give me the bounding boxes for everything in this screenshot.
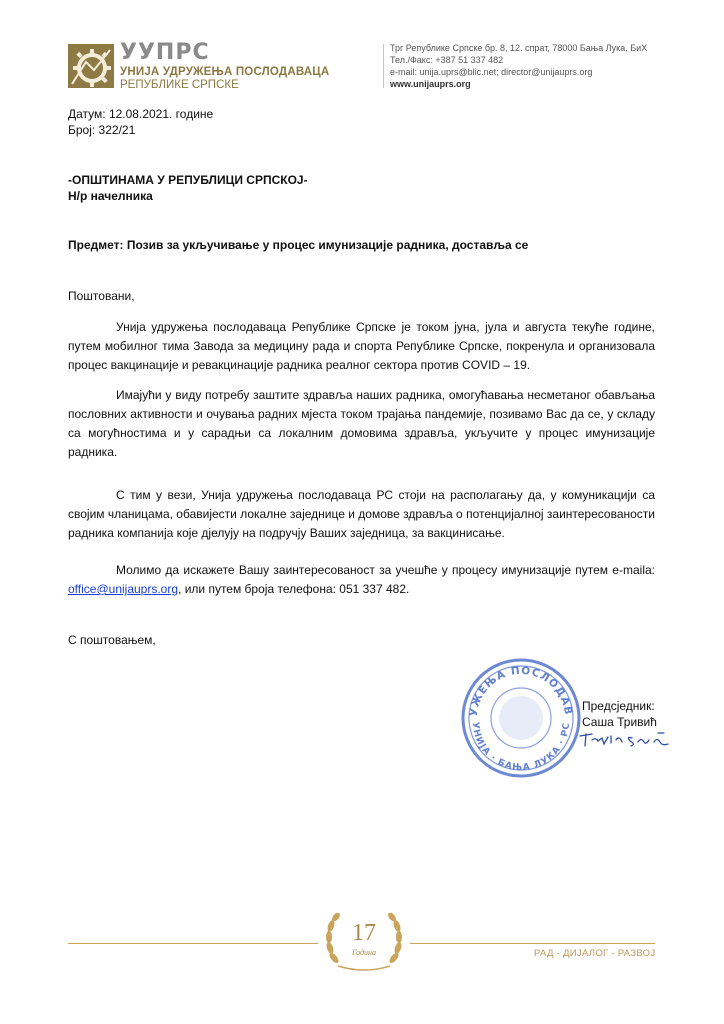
header-address: Трг Републике Српске бр. 8, 12. спрат, 78000 Бања Лука, БиХ [390,43,648,53]
document-date: Датум: 12.08.2021. године [68,107,214,121]
footer-line-left [68,943,318,944]
greeting: Поштовани, [68,289,135,303]
org-name-line2: РЕПУБЛИКЕ СРПСКЕ [120,79,239,91]
header-divider [383,44,384,88]
contact-paragraph [68,561,655,599]
footer-slogan: РАД - ДИЈАЛОГ - РАЗВОЈ [534,948,656,959]
body-paragraph-1: Унија удружења послодаваца Републике Српске је током јуна, јула и августа текуће године, путем мобилног тима Завода за медицину рада и спорта Републике Српске, покренула и организовала процес вакцинације и ревакцинације радника реалног сектора против COVID – 19. [68,320,655,372]
stamp-top-text: УЖЕЊА ПОСЛОДАВ [467,664,575,718]
anniversary-laurel-emblem [322,910,406,974]
subject-line: Предмет: Позив за укључивање у процес имунизације радника, доставља се [68,238,529,252]
header-phone: Тел./Факс: +387 51 337 482 [390,55,504,65]
recipient-line2: Н/р начелника [68,189,153,203]
signer-name: Саша Тривић [582,715,657,729]
footer-line-right [410,943,655,944]
header-website[interactable]: www.unijauprs.org [390,79,471,89]
org-name-line1: УНИЈА УДРУЖЕЊА ПОСЛОДАВАЦА [120,66,330,78]
closing: С поштовањем, [68,633,156,647]
office-email-link[interactable]: office@unijauprs.org [68,582,179,596]
anniversary-number: 17 [352,920,376,946]
org-short-name: УУПРС [120,40,210,65]
header-email: e-mail: unija.uprs@blic.net; director@unijauprs.org [390,67,593,77]
recipient-line1: -ОПШТИНАМА У РЕПУБЛИЦИ СРПСКОЈ- [68,173,308,187]
contact-text-before: Молимо да искажете Вашу заинтересованост за учешће у процесу имунизације путем e-maila: [116,563,655,577]
body-paragraph-2: Имајући у виду потребу заштите здравља наших радника, омогућавања несметаног обављања пословних активности и очувања радних мјеста током трајања пандемије, позивамо Вас да се, у складу са могућностима и у сарадњи са локалним домовима здравља, укључите у процес имунизације радника. [68,388,655,459]
stamp-bottom-text: УНИЈА · БАЊА ЛУКА · РС [469,721,573,774]
body-paragraph-3: С тим у вези, Унија удружења послодаваца РС стоји на располагању да, у комуникацији са својим чланицама, обавијести локалне заједнице и домове здравља о потенцијалној заинтересованости радника компанија које дјелују на подручју Ваших заједница, за вакцинисање. [68,488,655,540]
handwritten-signature [578,728,678,750]
contact-text-after: , или путем броја телефона: 051 337 482. [178,582,410,596]
organization-stamp [459,656,583,780]
logo-gear-icon [68,44,114,88]
document-number: Број: 322/21 [68,123,136,137]
anniversary-word: Година [351,948,377,957]
signer-title: Предсједник: [582,699,655,713]
